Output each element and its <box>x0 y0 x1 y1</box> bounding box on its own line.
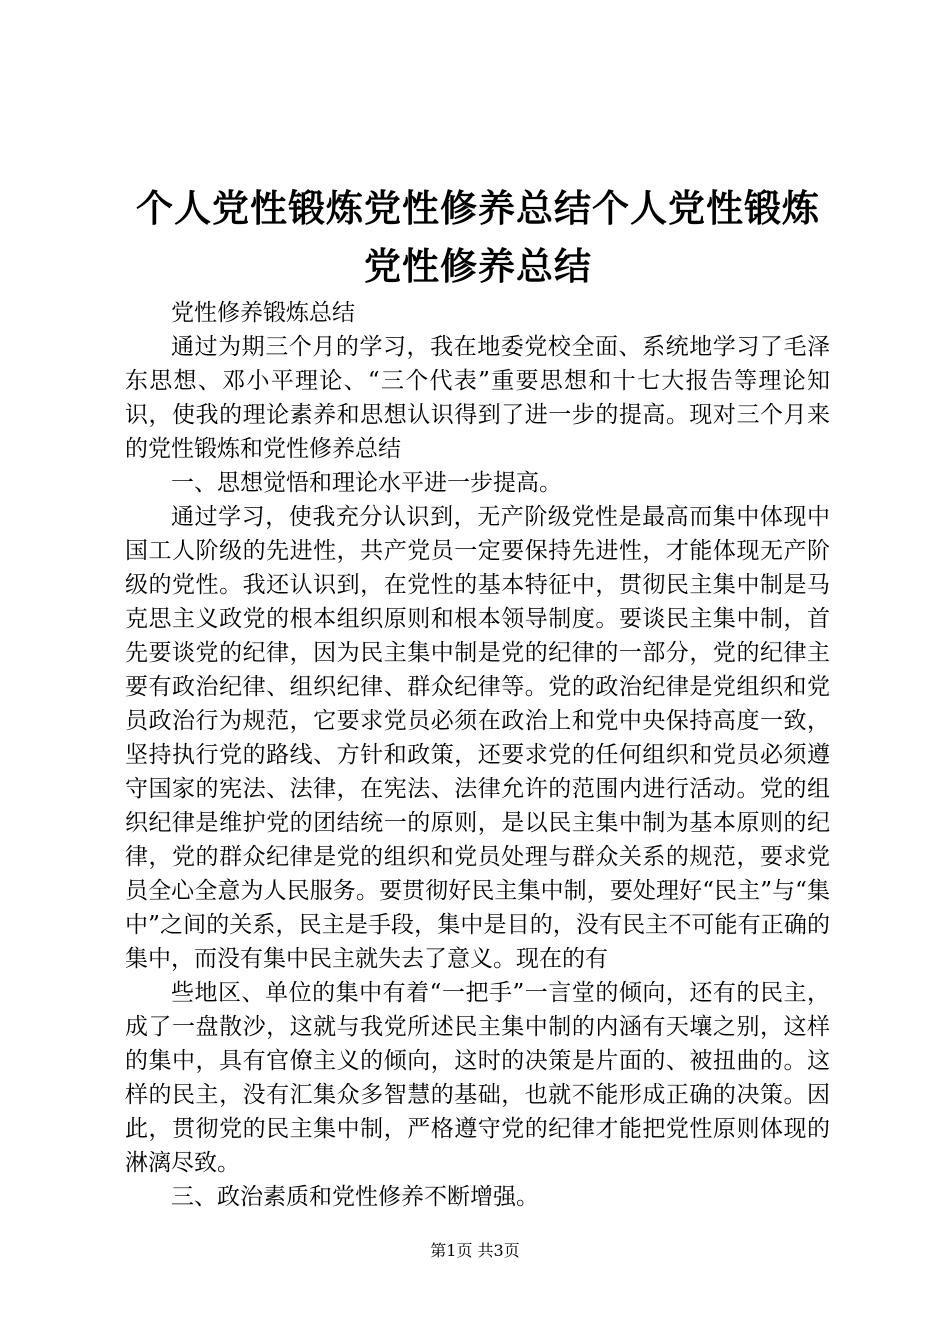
paragraph-body-1: 通过学习，使我充分认识到，无产阶级党性是最高而集中体现中国工人阶级的先进性，共产党员一定要保持先进性，才能体现无产阶级的党性。我还认识到，在党性的基本特征中，贯彻民主集中制是马克思主义政党的根本组织原则和根本领导制度。要谈民主集中制，首先要谈党的纪律，因为民主集中制是党的纪律的一部分，党的纪律主要有政治纪律、组织纪律、群众纪律等。党的政治纪律是党组织和党员政治行为规范，它要求党员必须在政治上和党中央保持高度一致，坚持执行党的路线、方针和政策，还要求党的任何组织和党员必须遵守国家的宪法、法律，在宪法、法律允许的范围内进行活动。党的组织纪律是维护党的团结统一的原则，是以民主集中制为基本原则的纪律，党的群众纪律是党的组织和党员处理与群众关系的规范，要求党员全心全意为人民服务。要贯彻好民主集中制，要处理好“民主”与“集中”之间的关系，民主是手段，集中是目的，没有民主不可能有正确的集中，而没有集中民主就失去了意义。现在的有 <box>125 504 830 972</box>
document-title: 个人党性锻炼党性修养总结个人党性锻炼党性修养总结 <box>136 187 820 288</box>
paragraph-body-2: 些地区、单位的集中有着“一把手”一言堂的倾向，还有的民主，成了一盘散沙，这就与我党所述民主集中制的内涵有天壤之别，这样的集中，具有官僚主义的倾向，这时的决策是片面的、被扭曲的。这样的民主，没有汇集众多智慧的基础，也就不能形成正确的决策。因此，贯彻党的民主集中制，严格遵守党的纪律才能把党性原则体现的淋漓尽致。 <box>125 980 830 1176</box>
section-heading-1: 一、思想觉悟和理论水平进一步提高。 <box>171 470 562 496</box>
section-heading-3: 三、政治素质和党性修养不断增强。 <box>171 1184 539 1210</box>
paragraph-intro: 通过为期三个月的学习，我在地委党校全面、系统地学习了毛泽东思想、邓小平理论、“三个代表”重要思想和十七大报告等理论知识，使我的理论素养和思想认识得到了进一步的提高。现对三个月来的党性锻炼和党性修养总结 <box>125 334 830 462</box>
document-body <box>125 296 830 1214</box>
paragraph-subtitle: 党性修养锻炼总结 <box>171 300 355 326</box>
page-footer: 第1页 共3页 <box>430 1241 520 1260</box>
